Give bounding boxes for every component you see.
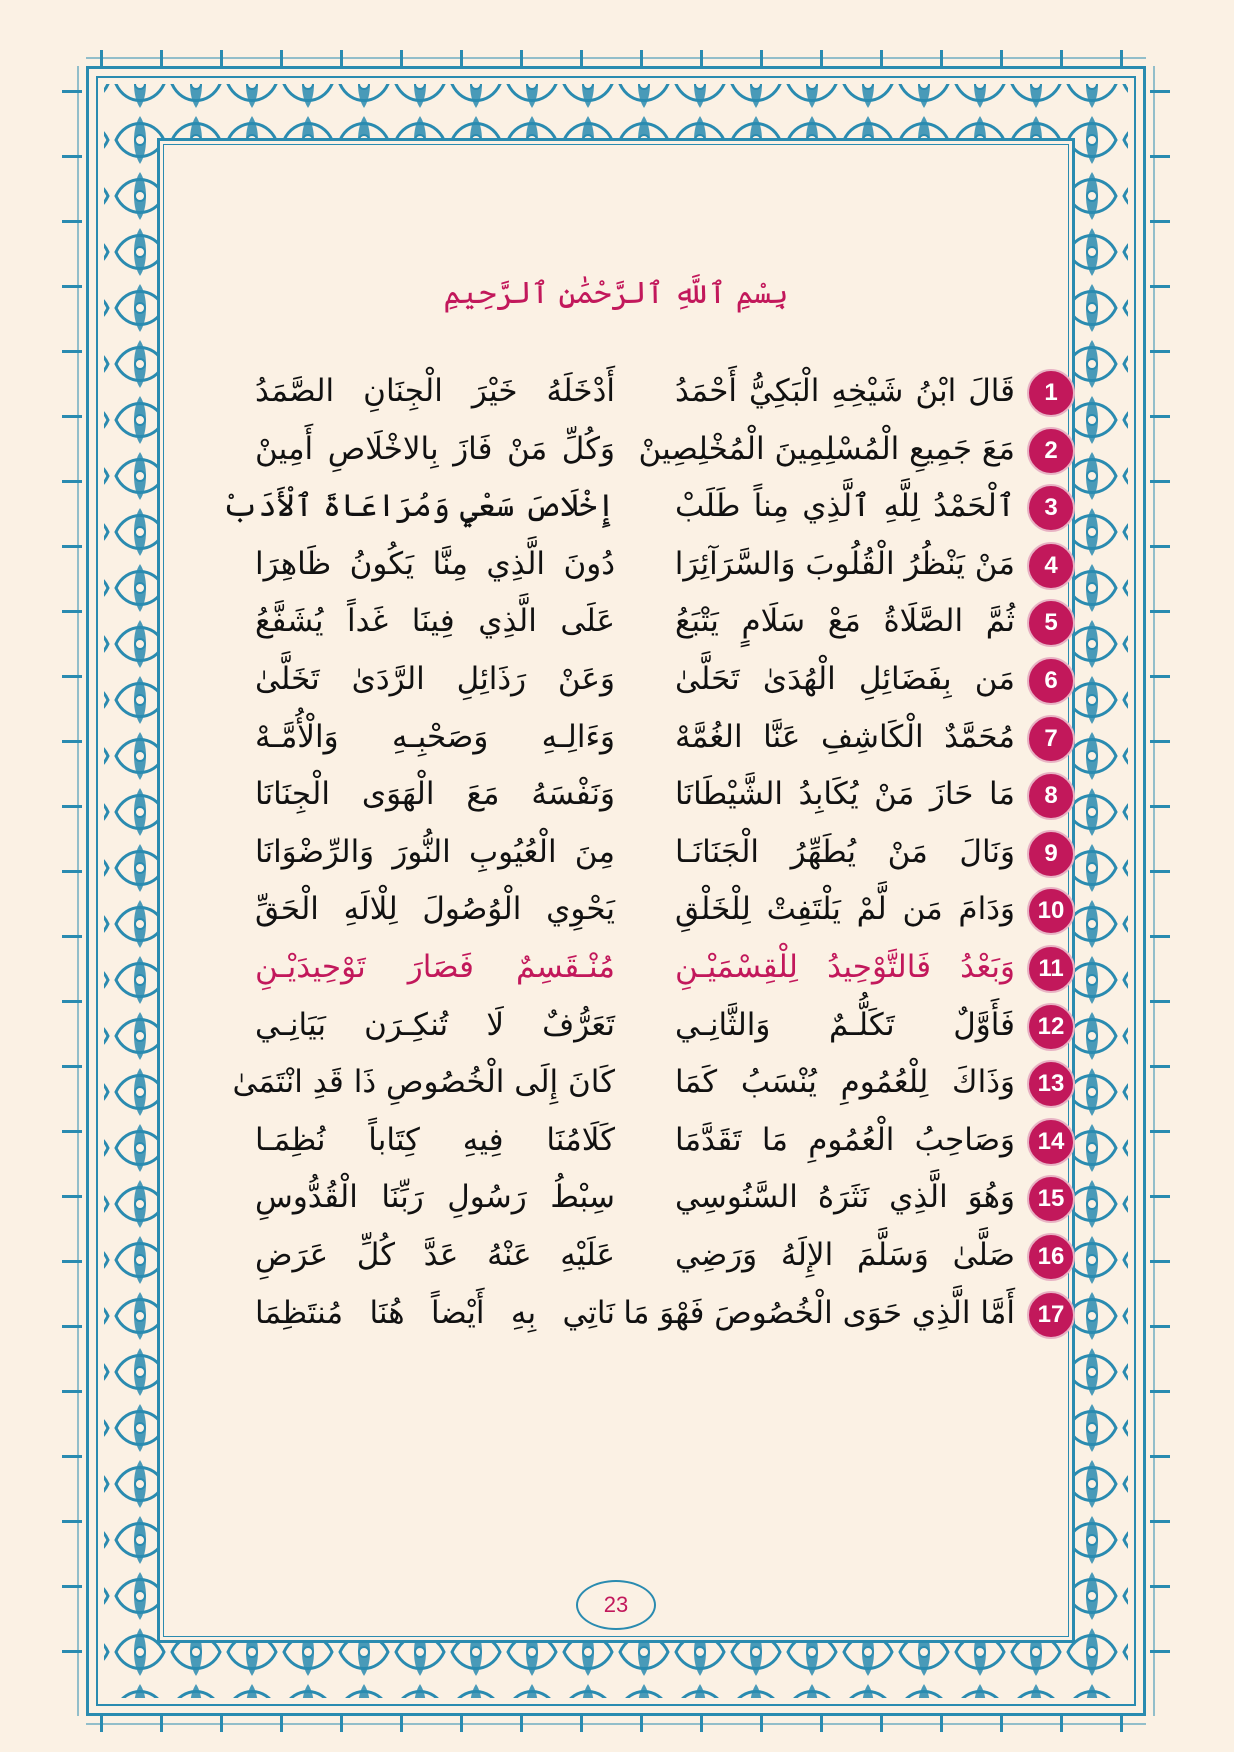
verse-number-badge: 14 bbox=[1027, 1118, 1075, 1166]
verse-row bbox=[180, 824, 1075, 888]
verse-first-hemistich: مَنْ يَنْظُرُ الْقُلُوبَ وَالسَّرَآئِرَا bbox=[674, 545, 1015, 582]
verse-second-hemistich: وَنَفْسَهُ مَعَ الْهَوَى الْجِنَانَا bbox=[255, 776, 615, 813]
verse-row bbox=[180, 536, 1075, 600]
verse-row bbox=[180, 651, 1075, 715]
verse-first-hemistich: مَعَ جَمِيعِ الْمُسْلِمِينَ الْمُخْلِصِينْ bbox=[638, 430, 1015, 467]
verse-first-hemistich: قَالَ ابْنُ شَيْخِهِ الْبَكِيُّ أَحْمَدُ bbox=[675, 373, 1015, 409]
verse-row bbox=[180, 1054, 1075, 1118]
verse-first-hemistich: وَذَاكَ لِلْعُمُومِ يُنْسَبُ كَمَا bbox=[675, 1064, 1015, 1101]
verse-number-badge: 4 bbox=[1027, 542, 1075, 590]
verse-row bbox=[180, 421, 1075, 485]
verse-number-badge: 6 bbox=[1027, 657, 1075, 705]
verse-first-hemistich: ٱلْحَمْدُ لِلَّهِ ٱلَّذِي مِناً طَلَبْ bbox=[675, 488, 1015, 525]
verse-first-hemistich: وَهُوَ الَّذِي نَثَرَهُ السَّنُوسِي bbox=[675, 1179, 1015, 1216]
verse-number-badge: 8 bbox=[1027, 772, 1075, 820]
verse-second-hemistich: وَءَالِـهِ وَصَحْبِـهِ وَالْأُمَّـهْ bbox=[255, 718, 615, 755]
verse-second-hemistich: مِنَ الْعُيُوبِ النُّورَ وَالرِّضْوَانَا bbox=[255, 833, 615, 870]
verse-first-hemistich: مُحَمَّدٌ الْكَاشِفِ عَنَّا الغُمَّهْ bbox=[675, 718, 1015, 755]
verse-row bbox=[180, 1169, 1075, 1233]
verse-row bbox=[180, 478, 1075, 542]
verse-number-badge: 3 bbox=[1027, 484, 1075, 532]
verse-first-hemistich: أَمَّا الَّذِي حَوَى الْخُصُوصَ فَهْوَ مَا bbox=[623, 1294, 1015, 1331]
verse-first-hemistich: ثُمَّ الصَّلَاةُ مَعْ سَلَامٍ يَتْبَعُ bbox=[675, 603, 1015, 640]
verse-row bbox=[180, 709, 1075, 773]
verse-second-hemistich: عَلَى الَّذِي فِينَا غَداً يُشَفَّعُ bbox=[255, 603, 615, 640]
verse-number-badge: 13 bbox=[1027, 1060, 1075, 1108]
verse-second-hemistich: وَعَنْ رَذَائِلِ الرَّدَىٰ تَخَلَّىٰ bbox=[255, 661, 615, 697]
verse-number-badge: 2 bbox=[1027, 427, 1075, 475]
verse-first-hemistich: صَلَّىٰ وَسَلَّمَ الإِلَهُ وَرَضِي bbox=[675, 1237, 1015, 1273]
verse-number-badge: 10 bbox=[1027, 887, 1075, 935]
verse-first-hemistich: وَنَالَ مَنْ يُطَهِّرُ الْجَنَانَـا bbox=[675, 833, 1015, 870]
verse-number-badge: 7 bbox=[1027, 715, 1075, 763]
verse-number-badge: 16 bbox=[1027, 1233, 1075, 1281]
verse-first-hemistich: مَا حَازَ مَنْ يُكَابِدُ الشَّيْطَانَا bbox=[675, 776, 1015, 813]
verse-number-badge: 5 bbox=[1027, 599, 1075, 647]
verse-second-hemistich: وَكُلِّ مَنْ فَازَ بِالاخْلَاصِ أَمِينْ bbox=[255, 430, 615, 467]
verse-second-hemistich: أَدْخَلَهُ خَيْرَ الْجِنَانِ الصَّمَدُ bbox=[255, 373, 615, 409]
verse-row bbox=[180, 1112, 1075, 1176]
verse-first-hemistich: وَبَعْدُ فَالتَّوْحِيدُ لِلْقِسْمَيْـنِ bbox=[675, 949, 1015, 985]
verse-second-hemistich: كَانَ إِلَى الْخُصُوصِ ذَا قَدِ انْتَمَىٰ bbox=[232, 1064, 615, 1101]
verse-second-hemistich: سِبْطُ رَسُولِ رَبِّنَا الْقُدُّوسِ bbox=[255, 1179, 615, 1216]
verse-row bbox=[180, 881, 1075, 945]
verse-row bbox=[180, 939, 1075, 1003]
verse-second-hemistich: مُنْـقَسِمٌ فَصَارَ تَوْحِيدَيْـنِ bbox=[255, 949, 615, 985]
verse-first-hemistich: وَدَامَ مَن لَّمْ يَلْتَفِتْ لِلْخَلْقِ bbox=[675, 891, 1015, 928]
verse-second-hemistich: يَحْوِي الْوُصُولَ لِلْالَهِ الْحَقِّ bbox=[255, 891, 615, 928]
verse-number-badge: 15 bbox=[1027, 1175, 1075, 1223]
verse-row bbox=[180, 1227, 1075, 1291]
verse-row bbox=[180, 593, 1075, 657]
verse-number-badge: 9 bbox=[1027, 830, 1075, 878]
verse-number-badge: 11 bbox=[1027, 945, 1075, 993]
verse-first-hemistich: مَن بِفَضَائِلِ الْهُدَىٰ تَحَلَّىٰ bbox=[675, 661, 1015, 697]
page-number: 23 bbox=[576, 1580, 656, 1630]
verse-row bbox=[180, 1285, 1075, 1349]
verse-row bbox=[180, 997, 1075, 1061]
verse-second-hemistich: نَاتِي بِهِ أَيْضاً هُنَا مُنتَظِمَا bbox=[255, 1294, 615, 1331]
verse-first-hemistich: فَأَوَّلٌ تَكَلُّـمٌ وَالثَّانِـي bbox=[675, 1006, 1015, 1043]
verse-second-hemistich: عَلَيْهِ عَنْهُ عَدَّ كُلِّ عَرَضِ bbox=[255, 1237, 615, 1273]
basmala-heading: بِسْمِ ٱللَّهِ ٱلرَّحْمَٰنِ ٱلرَّحِيمِ bbox=[443, 276, 789, 311]
verse-second-hemistich: كَلَامُنَا فِيهِ كِتَاباً نُظِمَـا bbox=[255, 1121, 615, 1158]
verse-first-hemistich: وَصَاحِبُ الْعُمُومِ مَا تَقَدَّمَا bbox=[675, 1121, 1015, 1158]
verse-number-badge: 1 bbox=[1027, 369, 1075, 417]
verse-row bbox=[180, 766, 1075, 830]
verse-second-hemistich: إِخْلَاصَ سَعْيٍ وَمُرَاعَاةَ ٱلْأَدَبْ bbox=[222, 488, 615, 525]
verse-second-hemistich: دُونَ الَّذِي مِنَّا يَكُونُ ظَاهِرَا bbox=[255, 545, 615, 582]
verse-row bbox=[180, 363, 1075, 427]
verse-number-badge: 12 bbox=[1027, 1003, 1075, 1051]
verse-number-badge: 17 bbox=[1027, 1291, 1075, 1339]
verse-second-hemistich: تَعَرُّفٌ لَا تُنكِـرَن بَيَانِـي bbox=[255, 1006, 615, 1043]
